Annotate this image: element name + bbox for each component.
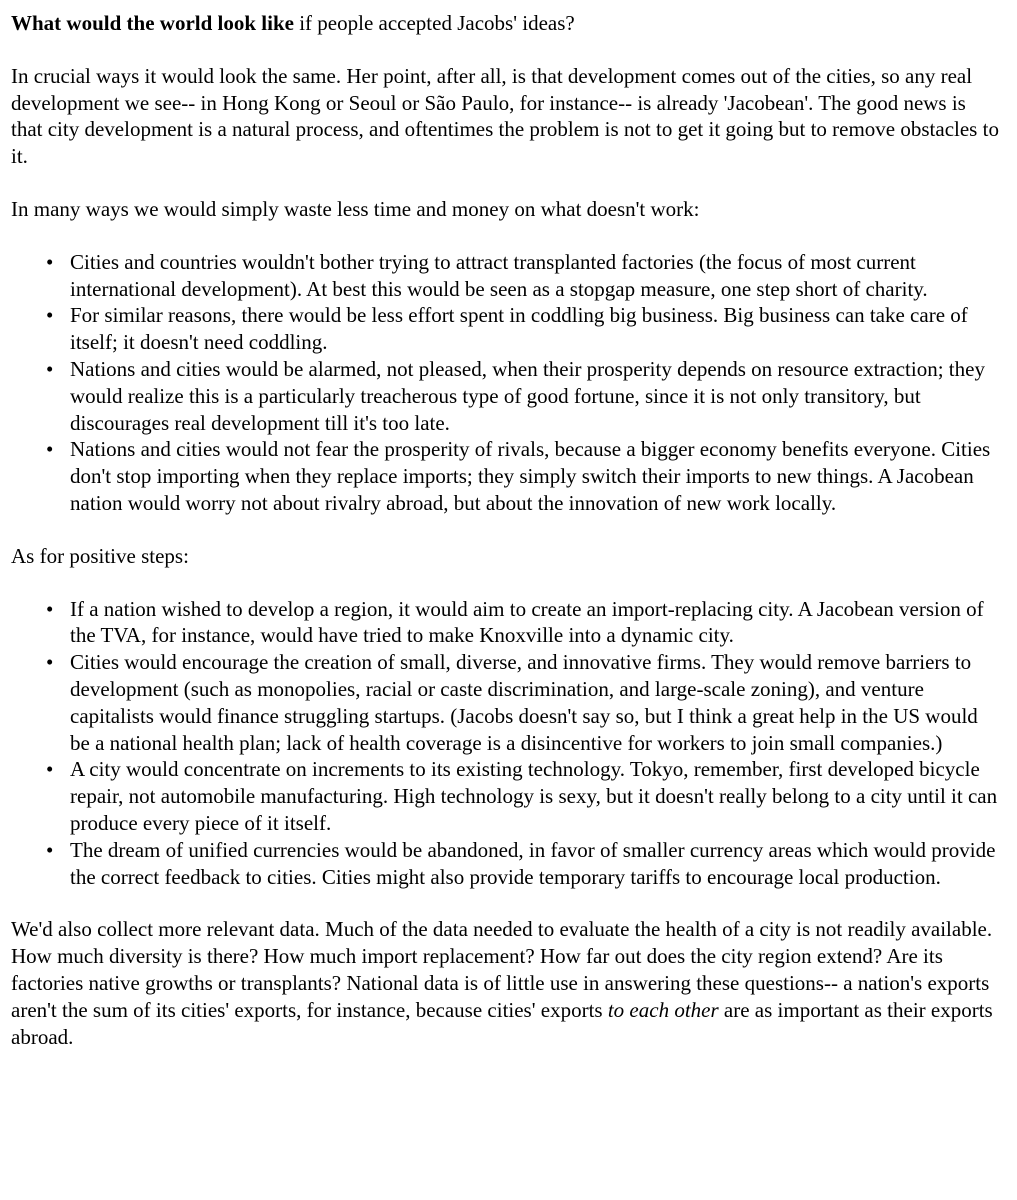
list-item-text: Nations and cities would not fear the prosperity of rivals, because a bigger economy benefits everyone. Cities don't stop importing when they replace imports; they simply switch their imports to new things. A Jacobean nation would worry not about rivalry abroad, but about the innovation of new work locally. xyxy=(70,437,991,515)
bullet-icon: • xyxy=(46,303,54,328)
list-item-text: For similar reasons, there would be less effort spent in coddling big business. Big business can take care of itself; it doesn't need coddling. xyxy=(70,303,968,355)
list-item xyxy=(46,756,999,836)
closing-text-end: are as important as their exports abroad. xyxy=(11,997,993,1049)
closing-emphasis: to each other xyxy=(607,997,719,1022)
list-item xyxy=(46,356,999,436)
bullet-icon: • xyxy=(46,837,54,862)
intro-paragraph: In crucial ways it would look the same. Her point, after all, is that development comes out of the cities, so any real development we see-- in Hong Kong or Seoul or São Paulo, for instance-- is already 'Jacobean'. The good news is that city development is a natural process, and oftentimes the problem is not to get it going but to remove obstacles to it. xyxy=(11,63,999,169)
question-heading xyxy=(11,10,999,37)
list-item-text: A city would concentrate on increments to its existing technology. Tokyo, remember, first developed bicycle repair, not automobile manufacturing. High technology is sexy, but it doesn't really belong to a city until it can produce every piece of it itself. xyxy=(70,757,998,835)
waste-list xyxy=(11,249,999,517)
closing-text-start: We'd also collect more relevant data. Much of the data needed to evaluate the health of a city is not readily available. How much diversity is there? How much import replacement? How far out does the city region extend? Are its factories native growths or transplants? National data is of little use in answering these questions-- a nation's exports aren't the sum of its cities' exports, for instance, because cities' exports xyxy=(11,917,993,1022)
list-item xyxy=(46,249,999,303)
list-item-text: Nations and cities would be alarmed, not pleased, when their prosperity depends on resource extraction; they would realize this is a particularly treacherous type of good fortune, since it is not only transitory, but discourages real development till it's too late. xyxy=(70,356,985,435)
list-item-text: The dream of unified currencies would be abandoned, in favor of smaller currency areas which would provide the correct feedback to cities. Cities might also provide temporary tariffs to encourage local production. xyxy=(70,837,996,889)
positive-list xyxy=(11,596,999,891)
bullet-icon: • xyxy=(46,757,54,782)
bullet-icon: • xyxy=(46,596,54,621)
list-item xyxy=(46,436,999,516)
list-item-text: Cities and countries wouldn't bother trying to attract transplanted factories (the focus of most current international development). At best this would be seen as a stopgap measure, one step short of charity. xyxy=(70,249,928,301)
bullet-icon: • xyxy=(46,650,54,675)
bullet-icon: • xyxy=(46,356,54,381)
list-item-text: If a nation wished to develop a region, it would aim to create an import-replacing city. A Jacobean version of the TVA, for instance, would have tried to make Knoxville into a dynamic city. xyxy=(70,596,984,648)
positive-intro-paragraph: As for positive steps: xyxy=(11,543,189,568)
heading-rest: if people accepted Jacobs' ideas? xyxy=(293,11,575,35)
bullet-icon: • xyxy=(46,249,54,274)
list-item xyxy=(46,302,999,356)
list-item xyxy=(46,596,999,650)
heading-bold: What would the world look like xyxy=(11,11,294,35)
list-item xyxy=(46,649,999,756)
closing-paragraph xyxy=(11,916,999,1050)
bullet-icon: • xyxy=(46,437,54,462)
list-item-text: Cities would encourage the creation of small, diverse, and innovative firms. They would remove barriers to development (such as monopolies, racial or caste discrimination, and large-scale zoning), and venture capitalists would finance struggling startups. (Jacobs doesn't say so, but I think a great help in the US would be a national health plan; lack of health coverage is a disincentive for workers to join small companies.) xyxy=(70,650,978,755)
waste-intro-paragraph: In many ways we would simply waste less time and money on what doesn't work: xyxy=(11,196,700,221)
list-item xyxy=(46,837,999,891)
